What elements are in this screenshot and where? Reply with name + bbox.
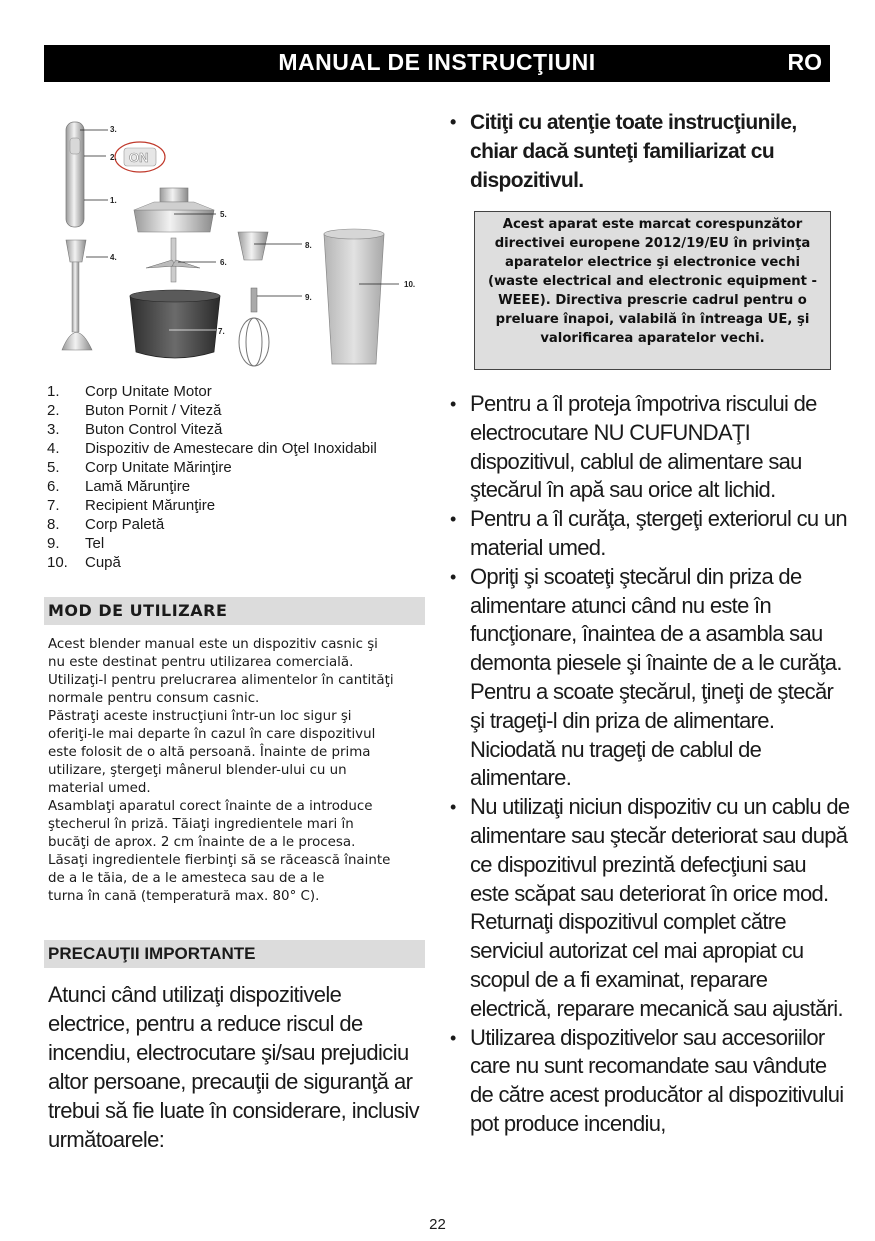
list-item: 4. Dispozitiv de Amestecare din Oţel Inoxidabil (47, 440, 377, 457)
usage-instructions: Acest blender manual este un dispozitiv casnic şi nu este destinat pentru utilizarea comercială. Utilizaţi-l pentru prelucrarea alimentelor în cantităţi normale pentru consum casnic. Păstraţi aceste instrucţiuni într-un loc sigur şi oferiţi-le mai departe în cazul în care dispozitivul este folosit de o altă persoană. Înainte de prima utilizare, ştergeţi mânerul blender-ului cu un material umed. Asamblaţi aparatul corect înainte de a introduce ştecherul în priză. Tăiaţi ingredientele mari în bucăţi de aprox. 2 cm înainte de a le procesa. Lăsaţi ingredientele fierbinţi să se răcească înainte de a le tăia, de a le amesteca sau de a le turna în cană (temperatură max. 80° C). (48, 637, 394, 904)
list-item: • Nu utilizaţi niciun dispozitiv cu un cablu de alimentare sau ştecăr deteriorat sau după ce dispozitivul prezintă defecţiuni sau este scăpat sau deteriorat în orice mod. Returnaţi dispozitivul complet către serviciul autorizat cel mai apropiat cu scopul de a fi examinat, reparare electrică, reparare mecanică sau ajustări. (450, 793, 850, 1023)
bullet-icon: • (450, 509, 456, 530)
list-item: 6. Lamă Mărunţire (47, 478, 191, 495)
page-header (44, 45, 830, 82)
list-item: 1. Corp Unitate Motor (47, 383, 212, 400)
callout-5: 5. (220, 210, 227, 219)
callout-8: 8. (305, 241, 312, 250)
callout-7: 7. (218, 327, 225, 336)
chopper-blade (146, 238, 216, 282)
list-item: 7. Recipient Mărunţire (47, 497, 216, 514)
bullet-icon: • (450, 1027, 456, 1048)
bullet-icon: • (450, 112, 456, 132)
bullet-icon: • (450, 797, 456, 818)
precautions-intro: Atunci când utilizaţi dispozitivele electrice, pentru a reduce riscul de incendiu, electrocutare şi/sau prejudiciu altor persoane, precauţii de siguranţă ar trebui să fie luate în considerare, inclusiv următoarele: (48, 982, 420, 1152)
list-item: 9. Tel (47, 535, 105, 552)
list-item: • Opriţi şi scoateţi ştecărul din priza de alimentare atunci când nu este în funcţionare, înaintea de a asambla sau demonta piesele şi înainte de a le curăţa. Pentru a scoate ştecărul, ţineţi de ştecăr şi trageţi-l din priza de alimentare. Niciodată nu trageţi de cablul de alimentare. (450, 563, 850, 793)
list-item: • Utilizarea dispozitivelor sau accesoriilor care nu sunt recomandate sau vândute de către acest producător al dispozitivului pot produce incendiu, (450, 1024, 850, 1139)
product-diagram (44, 110, 434, 380)
blending-shaft (62, 240, 108, 350)
bullet-icon: • (450, 394, 456, 414)
bullet-icon: • (450, 566, 456, 587)
weee-notice-box: Acest aparat este marcat corespunzător directivei europene 2012/19/EU în privinţa aparatelor electrice şi electronice vechi (waste electrical and electronic equipment - WEEE). Directiva prescrie cadrul pentru o preluare înapoi, valabilă în întreaga UE, şi valorificarea aparatelor vechi. (474, 211, 831, 370)
list-item: • Pentru a îl curăţa, ştergeţi exteriorul cu un material umed. (450, 505, 850, 563)
chopper-bowl (130, 290, 220, 358)
callout-2: 2. (110, 153, 117, 162)
section-heading-precautii: PRECAUŢII IMPORTANTE (44, 940, 425, 968)
callout-9: 9. (305, 293, 312, 302)
callout-4: 4. (110, 253, 117, 262)
language-code: RO (787, 49, 822, 75)
callout-10: 10. (404, 280, 416, 289)
blender-parts-illustration (44, 110, 434, 380)
section-heading-mod-de-utilizare: MOD DE UTILIZARE (44, 597, 425, 625)
page-number: 22 (429, 1216, 446, 1233)
measuring-cup (324, 229, 399, 364)
list-item: 10. Cupă (47, 554, 121, 571)
whisk (239, 288, 302, 366)
list-item: 5. Corp Unitate Mărinţire (47, 459, 232, 476)
callout-1: 1. (110, 196, 117, 205)
callout-6: 6. (220, 258, 227, 267)
list-item: 8. Corp Paletă (47, 516, 165, 533)
manual-title: MANUAL DE INSTRUCŢIUNI (278, 49, 596, 75)
list-item: 2. Buton Pornit / Viteză (47, 402, 222, 419)
on-button-callout (115, 142, 165, 172)
motor-unit (66, 122, 108, 227)
list-item: 3. Buton Control Viteză (47, 421, 223, 438)
callout-3: 3. (110, 125, 117, 134)
parts-list (47, 382, 432, 572)
safety-bullets (450, 390, 850, 1139)
on-label: ON (129, 150, 149, 165)
chopper-lid (134, 188, 216, 232)
whisk-gear (238, 232, 302, 260)
list-item: • Pentru a îl proteja împotriva riscului de electrocutare NU CUFUNDAŢI dispozitivul, cablul de alimentare sau ştecărul în apă sau orice alt lichid. (450, 390, 850, 505)
first-safety-bullet: • Citiţi cu atenţie toate instrucţiunile, chiar dacă sunteţi familiarizat cu dispozitivul. (450, 108, 830, 195)
